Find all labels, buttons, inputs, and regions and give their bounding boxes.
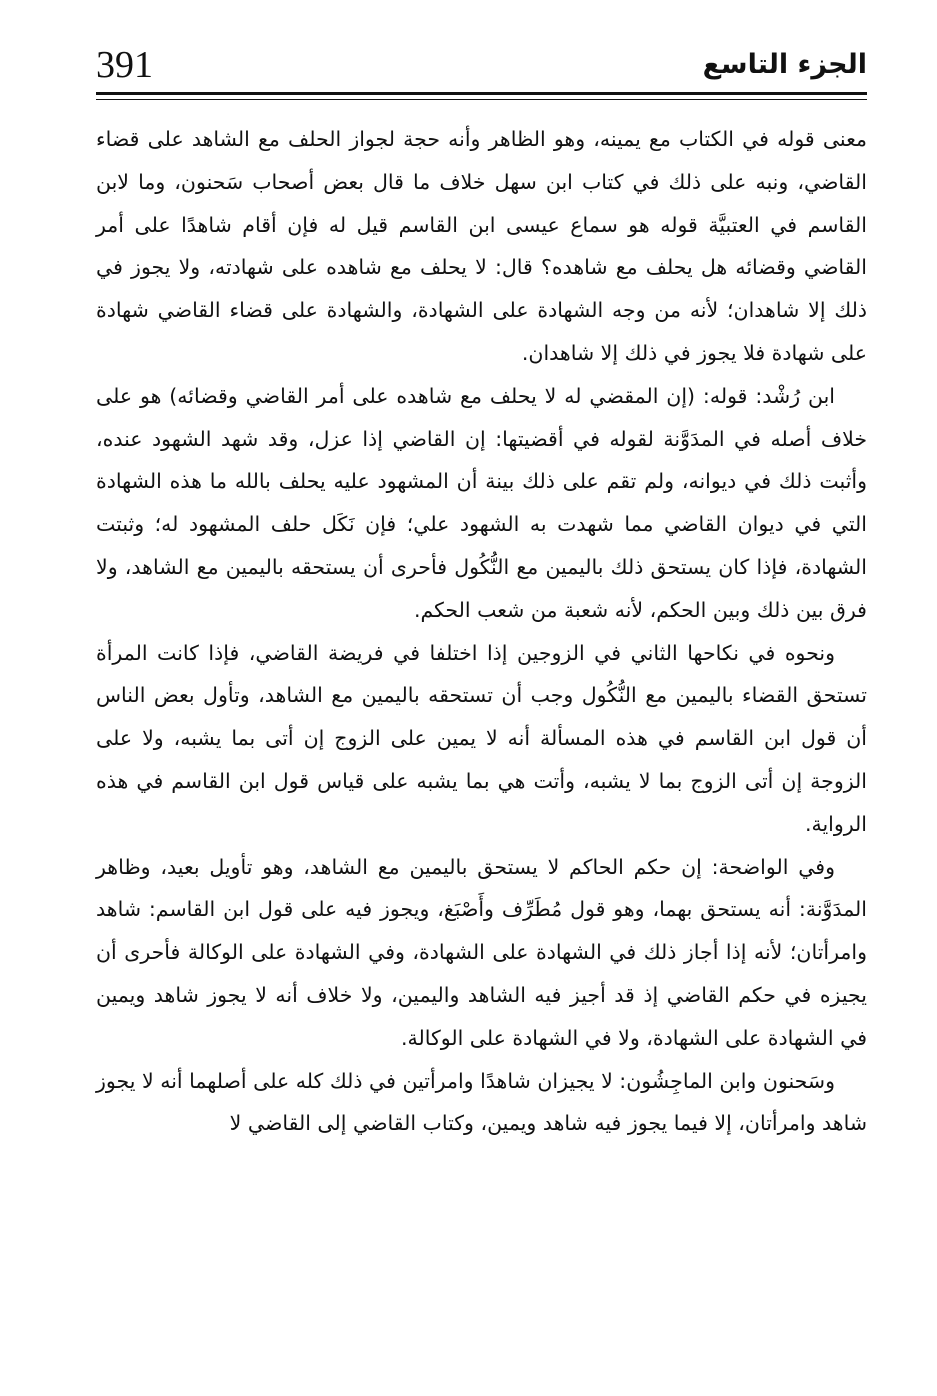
running-title: الجزء التاسع — [702, 49, 867, 80]
paragraph: ونحوه في نكاحها الثاني في الزوجين إذا اختلفا في فريضة القاضي، فإذا كانت المرأة تستحق القضاء باليمين مع النُّكُول وجب أن تستحقه باليمين مع الشاهد، وتأول بعض الناس أن قول ابن القاسم في هذه المسألة أنه لا يمين على الزوج إن أتى بما يشبه، ولا على الزوجة إن أتى الزوج بما لا يشبه، وأتت هي بما يشبه على قياس قول ابن القاسم في هذه الرواية. — [96, 640, 867, 836]
page-header — [96, 40, 867, 92]
paragraph: ابن رُشْد: قوله: (إن المقضي له لا يحلف مع شاهده على أمر القاضي وقضائه) هو على خلاف أصله في المدَوَّنة لقوله في أقضيتها: إن القاضي إذا عزل، وقد شهد الشهود عنده، وأثبت ذلك في ديوانه، ولم تقم على ذلك بينة أن المشهود عليه يحلف بالله ما هذه الشهادة التي في ديوان القاضي مما شهدت به الشهود علي؛ فإن نَكَل حلف المشهود له؛ وثبتت الشهادة، فإذا كان يستحق ذلك باليمين مع النُّكُول فأحرى أن يستحقه باليمين مع الشاهد، ولا فرق بين ذلك وبين الحكم، لأنه شعبة من شعب الحكم. — [96, 383, 867, 622]
text-body — [96, 118, 867, 1145]
paragraph: وفي الواضحة: إن حكم الحاكم لا يستحق باليمين مع الشاهد، وهو تأويل بعيد، وظاهر المدَوَّنة: أنه يستحق بهما، وهو قول مُطَرِّف وأَصْبَغ، ويجوز فيه على قول ابن القاسم: شاهد وامرأتان؛ لأنه إذا أجاز ذلك في الشهادة على الشهادة، وفي الشهادة على الوكالة فأحرى أن يجيزه في حكم القاضي إذ قد أجيز فيه الشاهد واليمين، ولا خلاف أنه لا يجوز شاهد ويمين في الشهادة على الشهادة، ولا في الشهادة على الوكالة. — [96, 854, 867, 1050]
page-number: 391 — [96, 44, 153, 86]
header-rule-thin — [96, 99, 867, 100]
paragraph: معنى قوله في الكتاب مع يمينه، وهو الظاهر وأنه حجة لجواز الحلف مع الشاهد على قضاء القاضي، ونبه على ذلك في كتاب ابن سهل خلاف ما قال بعض أصحاب سَحنون، وما لابن القاسم في العتبيَّة قوله هو سماع عيسى ابن القاسم قيل له فإن أقام شاهدًا على أمر القاضي وقضائه هل يحلف مع شاهده؟ قال: لا يحلف مع شاهده على شهادته، ولا يجوز في ذلك إلا شاهدان؛ لأنه من وجه الشهادة على الشهادة، والشهادة على قضاء القاضي شهادة على شهادة فلا يجوز في ذلك إلا شاهدان. — [96, 127, 867, 365]
header-rule-thick — [96, 92, 867, 95]
paragraph: وسَحنون وابن الماجِشُون: لا يجيزان شاهدًا وامرأتين في ذلك كله على أصلهما أنه لا يجوز شاهد وامرأتان، إلا فيما يجوز فيه شاهد ويمين، وكتاب القاضي إلى القاضي لا — [96, 1068, 867, 1136]
